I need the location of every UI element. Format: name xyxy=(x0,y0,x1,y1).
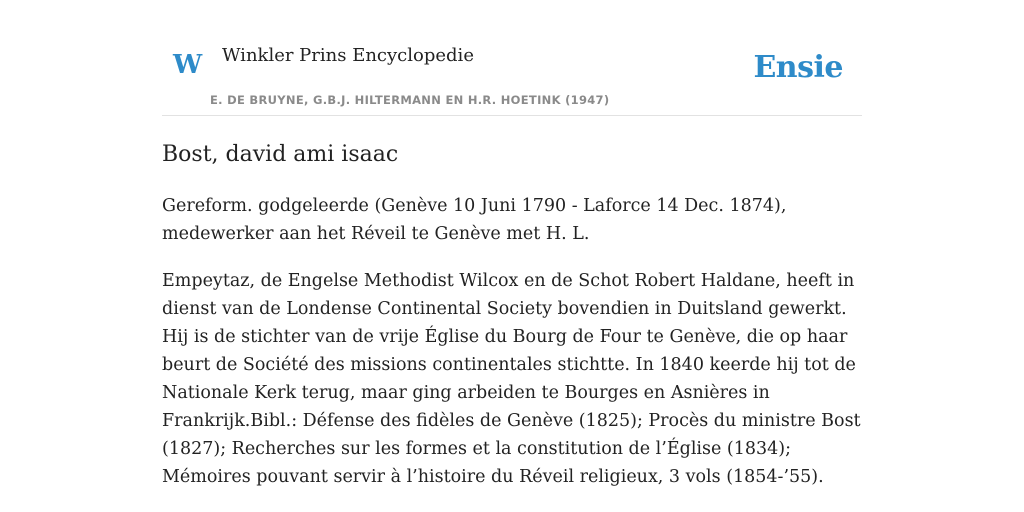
entry-card xyxy=(162,0,862,512)
publication-authors: E. DE BRUYNE, G.B.J. HILTERMANN EN H.R. HOETINK (1947) xyxy=(210,93,610,107)
encyclopedia-header xyxy=(162,0,862,116)
publication-title[interactable]: Winkler Prins Encyclopedie xyxy=(222,45,474,66)
entry-title: Bost, david ami isaac xyxy=(162,142,399,167)
entry-paragraph-2: Empeytaz, de Engelse Methodist Wilcox en de Schot Robert Haldane, heeft in dienst van de Londense Continental Society bovendien in Duitsland gewerkt. Hij is de stichter van de vrije Église du Bourg de Four te Genève, die op haar beurt de Société des missions continentales stichtte. In 1840 keerde hij tot de Nationale Kerk terug, maar ging arbeiden te Bourges en Asnières in Frankrijk.Bibl.: Défense des fidèles de Genève (1825); Procès du ministre Bost (1827); Recherches sur les formes et la constitution de l’Église (1834); Mémoires pouvant servir à l’histoire du Réveil religieux, 3 vols (1854-’55). xyxy=(162,271,861,487)
entry-paragraph-1: Gereform. godgeleerde (Genève 10 Juni 1790 - Laforce 14 Dec. 1874), medewerker aan het Réveil te Genève met H. L. xyxy=(162,196,787,244)
winkler-prins-logo[interactable]: W xyxy=(173,50,203,80)
ensie-brand-logo[interactable]: Ensie xyxy=(753,50,843,85)
